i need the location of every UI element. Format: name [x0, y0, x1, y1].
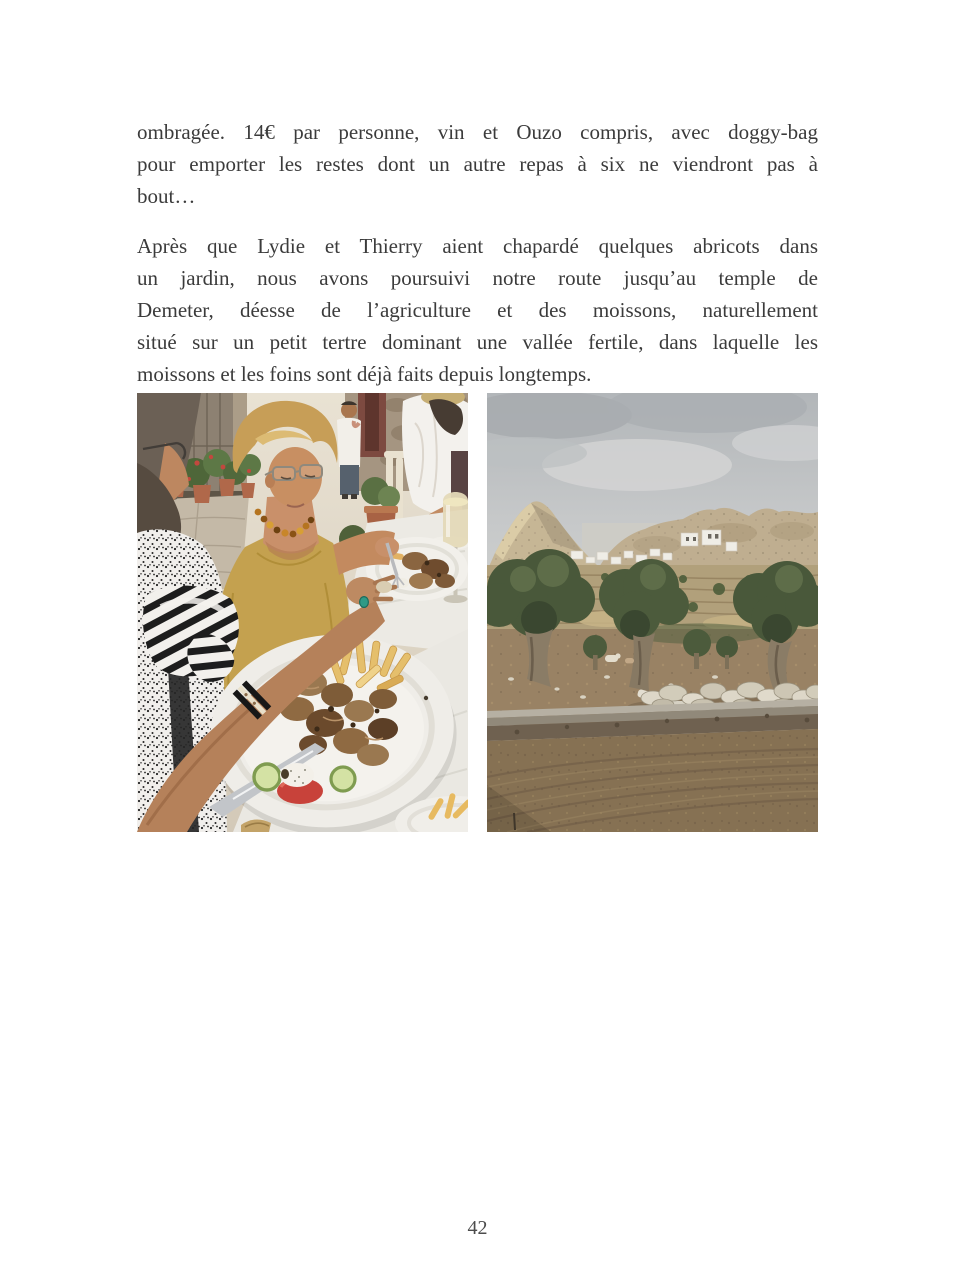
- text-block: [137, 116, 818, 408]
- lunch-photo-illustration: [137, 393, 468, 832]
- text-line: ombragée. 14€ par personne, vin et Ouzo compris, avec doggy-bag: [137, 120, 818, 144]
- text-line: Demeter, déesse de l’agriculture et des moissons, naturellement: [137, 298, 818, 322]
- text-line: un jardin, nous avons poursuivi notre route jusqu’au temple de: [137, 266, 818, 290]
- paragraph-1: [137, 116, 818, 212]
- text-line: pour emporter les restes dont un autre repas à six ne viendront pas à: [137, 152, 818, 176]
- photo-lunch-table: [137, 393, 468, 832]
- landscape-photo-illustration: [487, 393, 818, 832]
- text-line: bout…: [137, 184, 196, 208]
- photo-olive-grove: [487, 393, 818, 832]
- text-line: Après que Lydie et Thierry aient chapardé quelques abricots dans: [137, 234, 818, 258]
- text-line: situé sur un petit tertre dominant une vallée fertile, dans laquelle les: [137, 330, 818, 354]
- page-number: 42: [467, 1217, 488, 1239]
- page-footer: [137, 1217, 818, 1240]
- text-line: moissons et les foins sont déjà faits depuis longtemps.: [137, 362, 592, 386]
- paragraph-2: [137, 230, 818, 390]
- photo-row: [137, 393, 818, 832]
